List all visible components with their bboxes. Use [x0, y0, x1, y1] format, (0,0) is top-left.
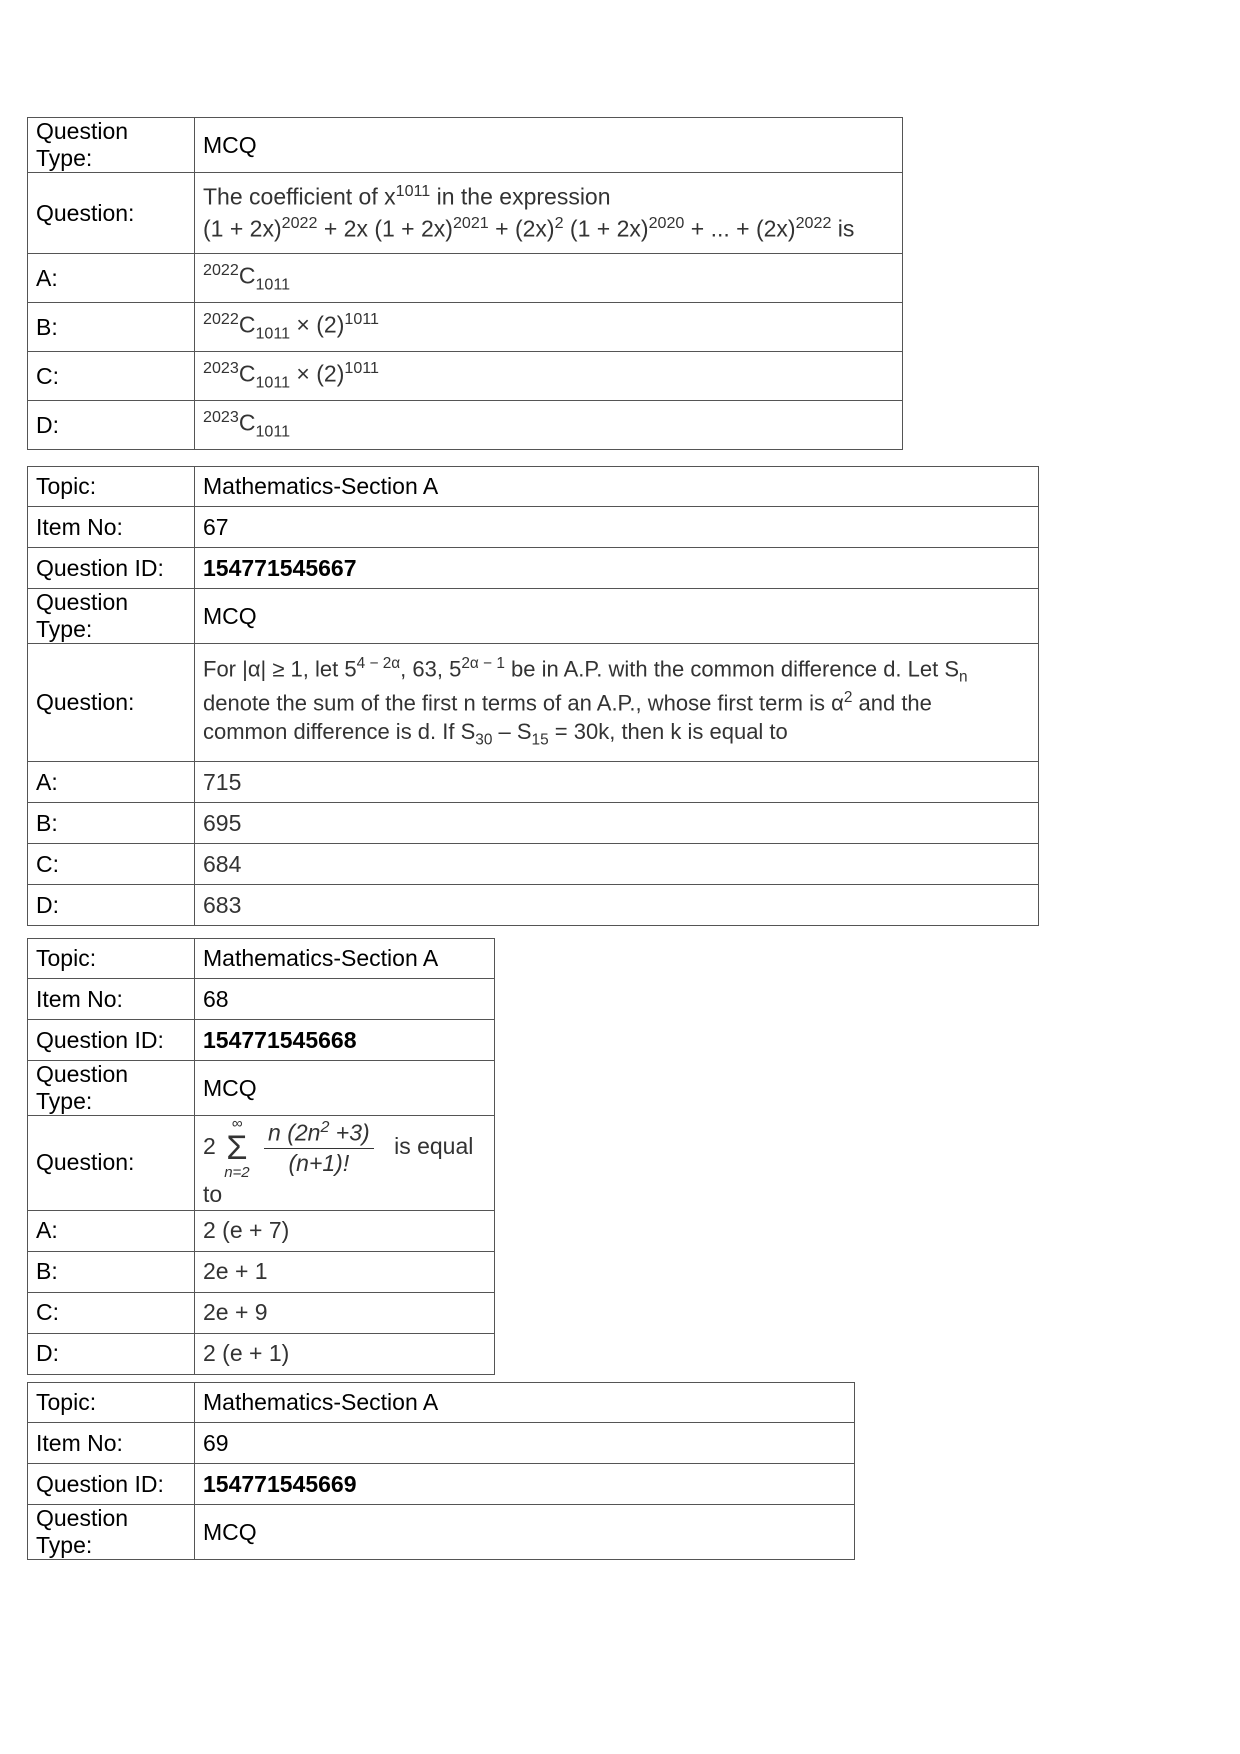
option-d-label: D: [28, 401, 195, 450]
option-b-label: B: [28, 1251, 195, 1292]
option-a-label: A: [28, 254, 195, 303]
topic-label: Topic: [28, 467, 195, 507]
item-no-value: 69 [195, 1423, 855, 1464]
question-id-label: Question ID: [28, 1020, 195, 1061]
item-no-label: Item No: [28, 979, 195, 1020]
option-a-value: 715 [195, 762, 1039, 803]
option-a-value: $^{2022}C_{1011}$ [195, 254, 903, 303]
sum-coefficient: 2 [203, 1133, 216, 1160]
question-id-label: Question ID: [28, 1464, 195, 1505]
option-a-label: A: [28, 762, 195, 803]
question-line-1: For |α| ≥ 1, let $5^{4 - 2\alpha}$, 63, $5^{2\alpha - 1}$ be in A.P. with the common difference d. Let $S_n$ [203, 655, 968, 687]
option-c-value: 684 [195, 844, 1039, 885]
option-b-value: 695 [195, 803, 1039, 844]
item-no-value: 68 [195, 979, 495, 1020]
topic-label: Topic: [28, 1383, 195, 1423]
question-type-value: MCQ [195, 589, 1039, 644]
question-type-label: Question Type: [28, 589, 195, 644]
question-type-value: MCQ [195, 1505, 855, 1560]
question-text [195, 644, 1039, 762]
question-label: Question: [28, 1116, 195, 1211]
option-c-label: C: [28, 352, 195, 401]
question-label: Question: [28, 173, 195, 254]
question-label: Question: [28, 644, 195, 762]
option-b-value: 2e + 1 [195, 1251, 495, 1292]
option-a-value: 2 (e + 7) [195, 1210, 495, 1251]
question-type-value: MCQ [195, 1061, 495, 1116]
option-c-label: C: [28, 844, 195, 885]
option-b-label: B: [28, 803, 195, 844]
option-b-value: $^{2022}C_{1011} \times (2)^{1011}$ [195, 303, 903, 352]
fraction: $\frac{n (2n^2 +3)}{(n+1)!}$ [264, 1117, 374, 1179]
summation-symbol: ∞ Σ n=2 [224, 1115, 250, 1181]
question-id-value: 154771545668 [195, 1020, 495, 1061]
option-a-label: A: [28, 1210, 195, 1251]
question-id-value: 154771545667 [195, 548, 1039, 589]
question-table-4 [27, 1382, 855, 1560]
option-d-value: 683 [195, 885, 1039, 926]
question-type-label: Question Type: [28, 118, 195, 173]
option-d-label: D: [28, 885, 195, 926]
topic-value: Mathematics-Section A [195, 939, 495, 979]
option-c-value: $^{2023}C_{1011} \times (2)^{1011}$ [195, 352, 903, 401]
option-c-value: 2e + 9 [195, 1292, 495, 1333]
topic-value: Mathematics-Section A [195, 1383, 855, 1423]
question-type-value: MCQ [195, 118, 903, 173]
question-type-label: Question Type: [28, 1505, 195, 1560]
topic-label: Topic: [28, 939, 195, 979]
question-line-2: denote the sum of the first n terms of an A.P., whose first term is $\alpha^2$ and the [203, 689, 932, 716]
question-text [195, 1116, 495, 1211]
question-line-2: $(1 + 2x)^{2022} + 2x$ $(1 + 2x)^{2021} + (2x)^2$ $(1 + 2x)^{2020}$ + ... + $(2x)^{2022}$ is [203, 214, 855, 242]
question-id-value: 154771545669 [195, 1464, 855, 1505]
question-id-label: Question ID: [28, 548, 195, 589]
option-d-value: $^{2023}C_{1011}$ [195, 401, 903, 450]
option-b-label: B: [28, 303, 195, 352]
item-no-label: Item No: [28, 1423, 195, 1464]
question-table-1 [27, 117, 903, 450]
question-table-2 [27, 466, 1039, 926]
option-d-label: D: [28, 1333, 195, 1374]
question-table-3 [27, 938, 495, 1375]
option-d-value: 2 (e + 1) [195, 1333, 495, 1374]
option-c-label: C: [28, 1292, 195, 1333]
question-tail: is equal to [203, 1133, 474, 1207]
topic-value: Mathematics-Section A [195, 467, 1039, 507]
question-line-3: common difference is d. If $S_{30} - S_{15} = 30k$, then k is equal to [203, 719, 788, 749]
item-no-value: 67 [195, 507, 1039, 548]
question-type-label: Question Type: [28, 1061, 195, 1116]
question-line-1: The coefficient of $x^{1011}$ in the expression [203, 182, 611, 211]
item-no-label: Item No: [28, 507, 195, 548]
question-text [195, 173, 903, 254]
